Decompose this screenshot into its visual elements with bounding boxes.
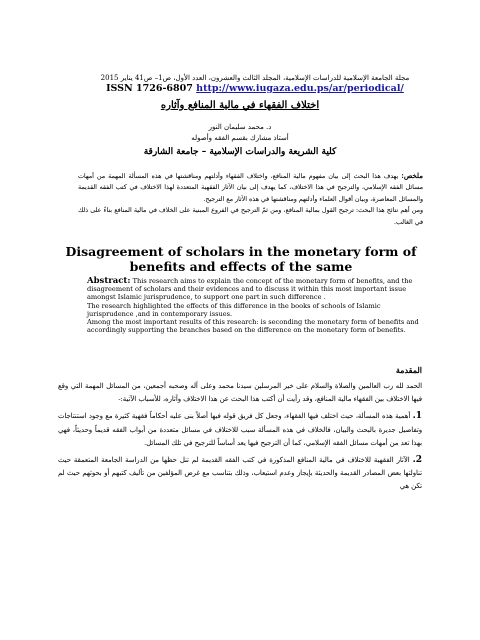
english-abstract-p3: Among the most important results of this research: is seconding the monetary form of benefits and accordingly supporting the branches based on the difference on the monetary form of benefits. <box>87 318 419 335</box>
intro-point-1 <box>58 410 422 450</box>
introduction-heading: المقدمة <box>395 365 422 375</box>
journal-citation: مجلة الجامعة الإسلامية للدراسات الإسلامية، المجلد الثالث والعشرون، العدد الأول، ص1– ص41 يناير 2015 <box>100 74 410 82</box>
point-number: 2. <box>412 455 422 466</box>
arabic-abstract-result: ومن أهم نتائج هذا البحث: ترجيح القول بمالية المنافع، ومن ثمّ الترجيح في الفروع المبنية على الخلاف في مالية المنافع بناءً على ذلك في الغالب. <box>78 207 423 226</box>
point-text: الآثار الفقهية للاختلاف في مالية المنافع المذكورة في كتب الفقه القديمة لم تنل حظها من الدراسة الجامعة المتعمقة حيث تناولتها بعض المصادر القديمة والحديثة بإيجاز وعدم استيعاب، وذلك بتناسب مع غرض المؤلفين من تأليف كتبهم أو بحوثهم حيث لم تكن هي <box>58 456 422 491</box>
arabic-abstract-text: يهدف هذا البحث إلى بيان مفهوم مالية المنافع، واختلاف الفقهاء وأدلتهم ومناقشتها في هذه المسألة المهمة من أمهات مسائل الفقه الإسلامي، والترجيح في هذا الاختلاف، كما يهدف إلى بيان الآثار الفقهية المتعددة لهذا الاختلاف في كتب الفقه القديمة والمسائل المعاصرة، وبيان أقوال العلماء وأدلتهم ومناقشتها في هذه الآثار مع الترجيح. <box>78 173 423 203</box>
author-name: د. محمد سليمان النور <box>208 123 272 131</box>
english-abstract <box>87 277 427 334</box>
arabic-abstract-label: ملخص: <box>401 171 423 180</box>
issn-number: ISSN 1726-6807 <box>106 83 193 94</box>
point-text: أهمية هذه المسألة، حيث اختلف فيها الفقهاء، وجعل كل فريق قوله فيها أصلاً بنى عليه أحكاماً فقهية كثيرة مع وجود استنتاجات وتفاصيل جديرة بالبحث والبيان، فالخلاف في هذه المسألة سبب للاختلاف في مسائل متعددة من أبواب الفقه قديماً وحديثاً، فهي بهذا تعد من أمهات مسائل الفقه الإسلامي، كما أن الترجيح فيها يعد أساساً للترجيح في تلك المسائل. <box>58 412 422 447</box>
faculty-affiliation: كلية الشريعة والدراسات الإسلامية – جامعة الشارقة <box>143 147 337 157</box>
issn-line <box>70 83 440 94</box>
journal-url-link[interactable]: http://www.iugaza.edu.ps/ar/periodical/ <box>196 83 404 94</box>
arabic-abstract <box>78 170 423 228</box>
english-abstract-label: Abstract: <box>87 276 131 286</box>
intro-point-2 <box>58 454 422 494</box>
english-abstract-p1: This research aims to explain the concept of the monetary form of benefits, and the disagreement of scholars and their evidences and to discuss it within this most important issue amongst Islamic jurisprudence, to support one part in such difference . <box>87 277 413 302</box>
intro-paragraph: الحمد لله رب العالمين والصلاة والسلام على خير المرسلين سيدنا محمد وعلى آله وصحبه أجمعين، من المسائل المهمة التي وقع فيها الاختلاف بين الفقهاء مالية المنافع، وقد رأيت أن أكتب هذا البحث عن هذا الاختلاف وآثاره، للأسباب الآتية:- <box>58 382 422 404</box>
introduction-body <box>58 380 422 498</box>
point-number: 1. <box>412 411 422 422</box>
english-title: Disagreement of scholars in the monetary form of benefits and effects of the same <box>65 244 417 274</box>
author-position: أستاذ مشارك بقسم الفقه وأصوله <box>191 134 289 142</box>
arabic-title: اختلاف الفقهاء في مالية المنافع وآثاره <box>160 100 320 111</box>
english-abstract-p2: The research highlighted the effects of this difference in the books of schools of Islamic jurisprudence ,and in contemporary issues. <box>87 301 381 318</box>
